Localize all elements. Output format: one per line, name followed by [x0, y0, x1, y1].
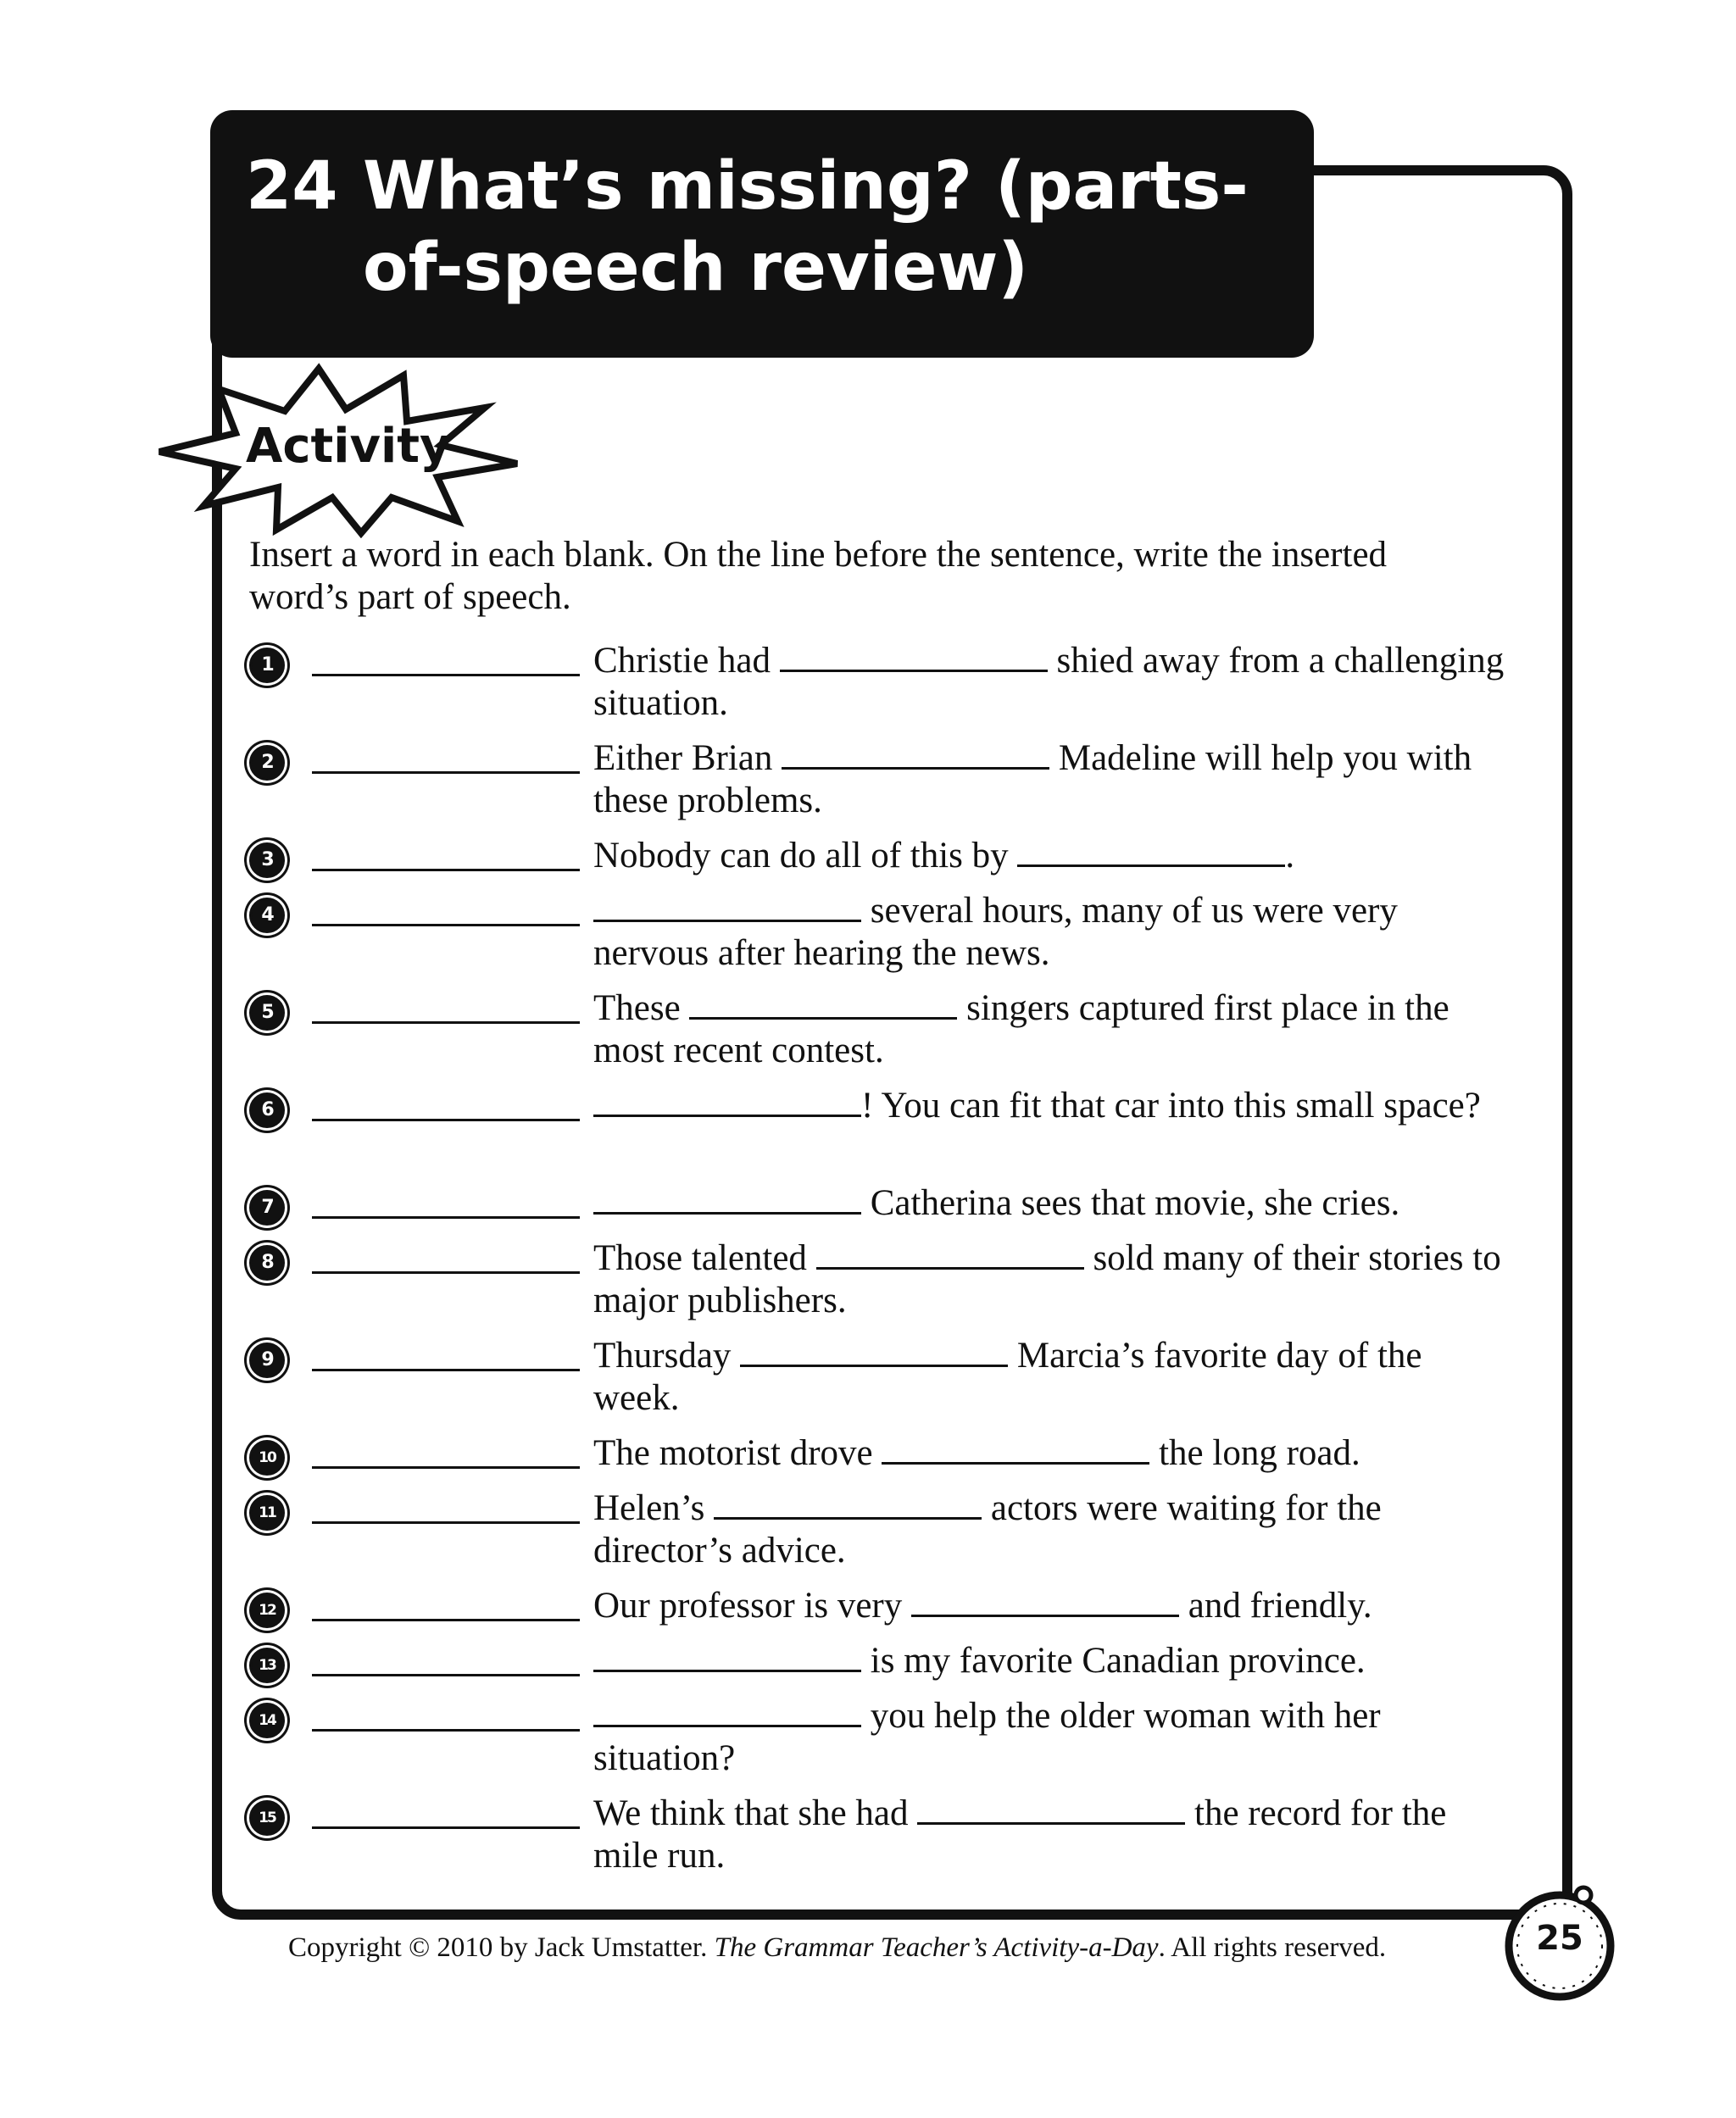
item-sentence [593, 737, 1509, 822]
sentence-after: the long road. [1159, 1433, 1360, 1473]
part-of-speech-blank[interactable] [312, 1271, 580, 1274]
item-sentence [593, 987, 1509, 1072]
activity-number: 24 [246, 148, 338, 225]
sentence-after: . [1285, 836, 1295, 876]
item-number-badge: 7 [249, 1190, 285, 1226]
sentence-after: actors were waiting for the director’s advice. [593, 1488, 1382, 1570]
part-of-speech-blank[interactable] [312, 869, 580, 871]
word-blank[interactable] [593, 891, 861, 922]
word-blank[interactable] [593, 1696, 861, 1727]
word-blank[interactable] [593, 1086, 861, 1117]
sentence-after: you help the older woman with her situation? [593, 1696, 1381, 1778]
sentence-before: Either Brian [593, 738, 773, 778]
item-sentence [593, 1085, 1509, 1127]
item-sentence [593, 890, 1509, 975]
word-blank[interactable] [1017, 836, 1285, 867]
sentence-after: Madeline will help you with these problems. [593, 738, 1472, 820]
word-blank[interactable] [917, 1793, 1185, 1825]
word-blank[interactable] [593, 1183, 861, 1215]
item-number-badge: 12 [249, 1593, 285, 1628]
word-blank[interactable] [816, 1238, 1084, 1270]
part-of-speech-blank[interactable] [312, 1021, 580, 1024]
item-number-badge: 10 [249, 1440, 285, 1476]
item-number-badge: 13 [249, 1648, 285, 1683]
item-number-badge: 4 [249, 898, 285, 933]
item-sentence [593, 1793, 1509, 1877]
sentence-after: singers captured first place in the most recent contest. [593, 988, 1449, 1070]
word-blank[interactable] [780, 641, 1048, 672]
item-number-badge: 3 [249, 842, 285, 878]
item-number-badge: 15 [249, 1800, 285, 1836]
part-of-speech-blank[interactable] [312, 1466, 580, 1469]
item-number-badge: 2 [249, 745, 285, 781]
copyright-footer [288, 1931, 1492, 1965]
item-sentence [593, 1695, 1509, 1780]
part-of-speech-blank[interactable] [312, 924, 580, 926]
part-of-speech-blank[interactable] [312, 1521, 580, 1524]
item-number-badge: 1 [249, 648, 285, 683]
sentence-before: These [593, 988, 681, 1028]
word-blank[interactable] [882, 1433, 1149, 1465]
instructions: Insert a word in each blank. On the line before the sentence, write the inserted word’s part of speech. [249, 535, 1388, 617]
item-sentence [593, 835, 1509, 877]
part-of-speech-blank[interactable] [312, 1826, 580, 1829]
item-sentence [593, 1335, 1509, 1420]
copyright-suffix: . All rights reserved. [1158, 1932, 1387, 1963]
item-number-badge: 8 [249, 1245, 285, 1281]
page-number: 25 [1536, 1919, 1583, 1958]
item-sentence [593, 1432, 1509, 1475]
item-sentence [593, 640, 1509, 725]
sentence-after: is my favorite Canadian province. [870, 1641, 1366, 1681]
item-number-badge: 9 [249, 1343, 285, 1378]
part-of-speech-blank[interactable] [312, 1729, 580, 1732]
item-sentence [593, 1182, 1509, 1225]
copyright-text: Copyright © 2010 by Jack Umstatter. [288, 1932, 708, 1963]
part-of-speech-blank[interactable] [312, 1369, 580, 1371]
sentence-before: We think that she had [593, 1793, 909, 1833]
item-number-badge: 6 [249, 1092, 285, 1128]
word-blank[interactable] [911, 1586, 1179, 1617]
sentence-after: ! You can fit that car into this small space? [861, 1086, 1481, 1126]
sentence-before: Thursday [593, 1336, 732, 1376]
part-of-speech-blank[interactable] [312, 674, 580, 676]
item-sentence [593, 1640, 1509, 1682]
sentence-before: Nobody can do all of this by [593, 836, 1009, 876]
word-blank[interactable] [593, 1641, 861, 1672]
sentence-after: and friendly. [1188, 1586, 1372, 1626]
sentence-after: several hours, many of us were very nervous after hearing the news. [593, 891, 1398, 973]
part-of-speech-blank[interactable] [312, 1119, 580, 1121]
sentence-before: Christie had [593, 641, 771, 681]
sentence-after: Catherina sees that movie, she cries. [870, 1183, 1400, 1223]
page-title: What’s missing? (parts-of-speech review) [363, 148, 1249, 306]
sentence-after: Marcia’s favorite day of the week. [593, 1336, 1422, 1418]
item-number-badge: 14 [249, 1703, 285, 1738]
item-number-badge: 5 [249, 995, 285, 1031]
item-sentence [593, 1237, 1509, 1322]
item-sentence [593, 1487, 1509, 1572]
sentence-after: the record for the mile run. [593, 1793, 1447, 1876]
book-title: The Grammar Teacher’s Activity-a-Day [714, 1932, 1159, 1963]
sentence-before: Our professor is very [593, 1586, 903, 1626]
part-of-speech-blank[interactable] [312, 771, 580, 774]
item-sentence [593, 1585, 1509, 1627]
word-blank[interactable] [740, 1336, 1008, 1367]
sentence-before: Helen’s [593, 1488, 705, 1528]
part-of-speech-blank[interactable] [312, 1619, 580, 1621]
activity-label: Activity [246, 419, 451, 474]
word-blank[interactable] [782, 738, 1049, 770]
sentence-after: shied away from a challenging situation. [593, 641, 1505, 723]
part-of-speech-blank[interactable] [312, 1674, 580, 1676]
item-number-badge: 11 [249, 1495, 285, 1531]
sentence-after: sold many of their stories to major publishers. [593, 1238, 1501, 1320]
word-blank[interactable] [714, 1488, 982, 1520]
word-blank[interactable] [689, 988, 957, 1020]
sentence-before: The motorist drove [593, 1433, 873, 1473]
sentence-before: Those talented [593, 1238, 807, 1278]
part-of-speech-blank[interactable] [312, 1216, 580, 1219]
